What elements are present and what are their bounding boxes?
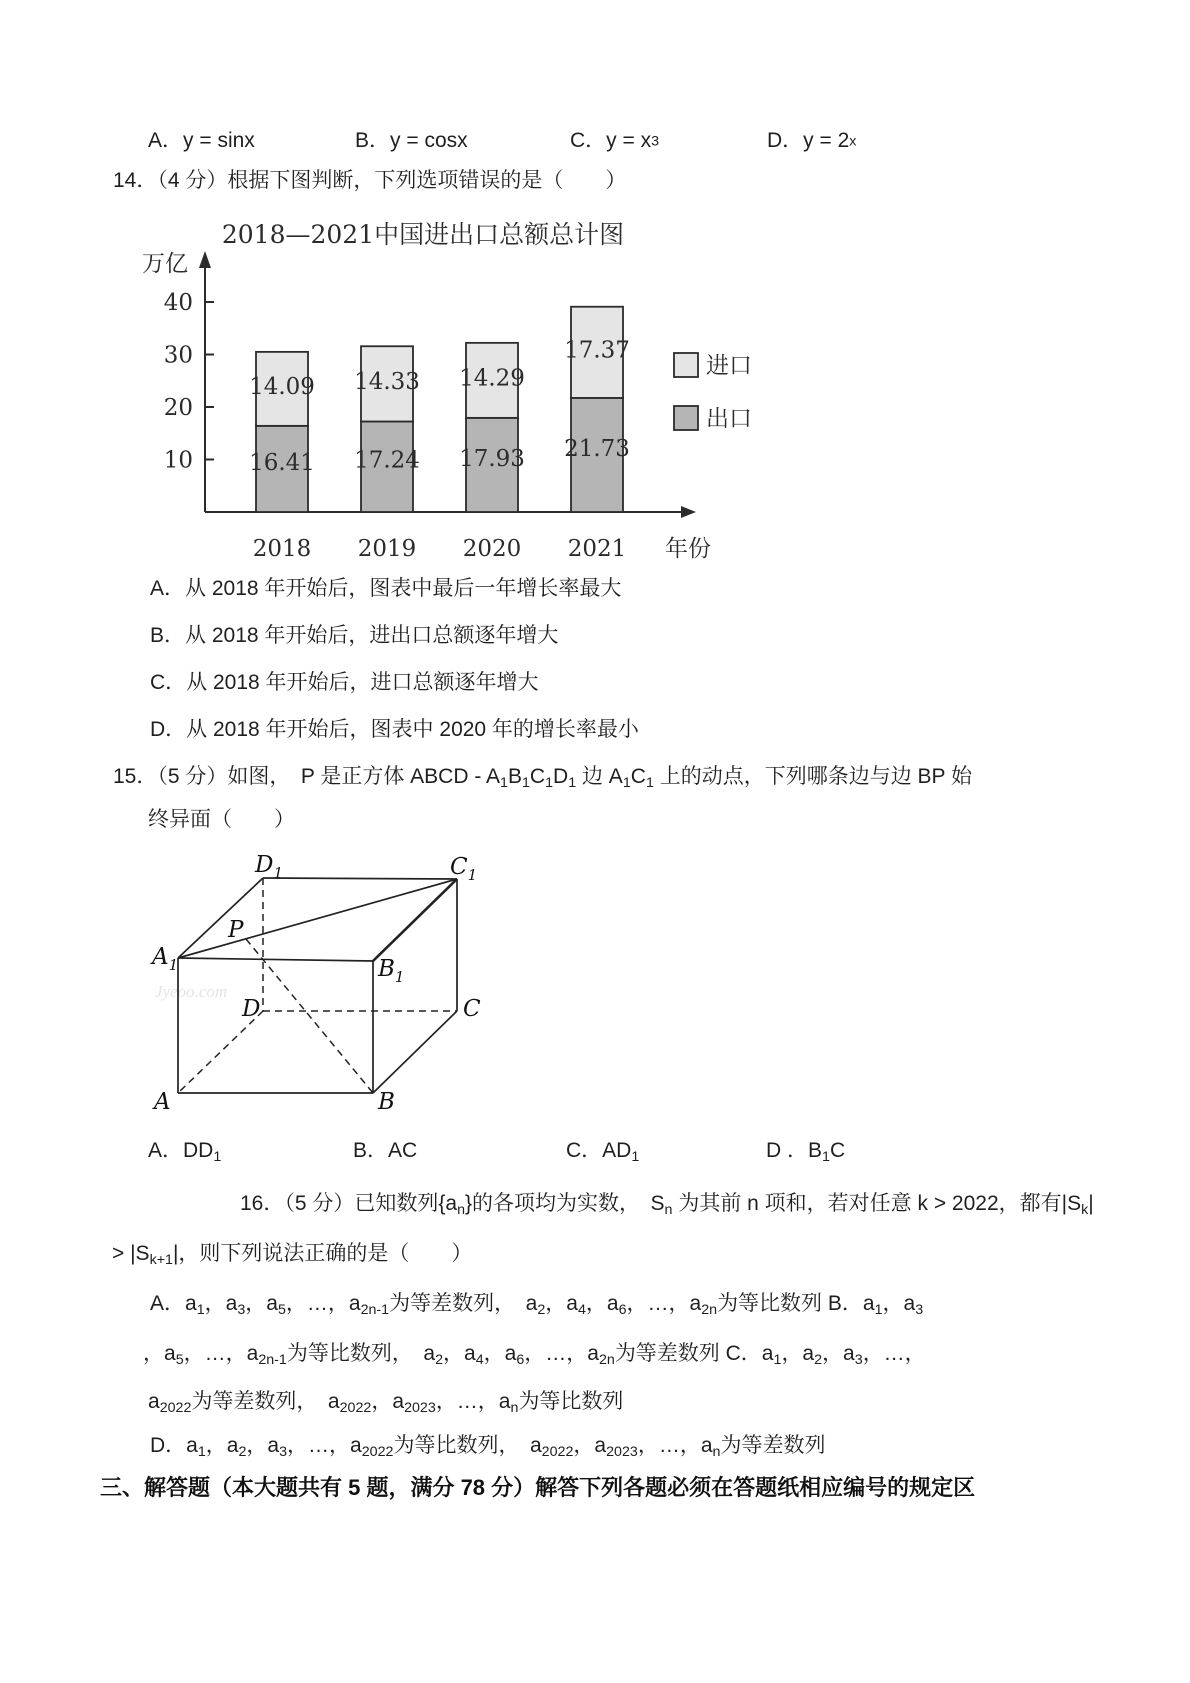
- q13-option-a: A．y = sinx: [148, 129, 255, 152]
- q15-stem-line2: 终异面（ ）: [148, 808, 295, 831]
- chart-x-axis-label: 年份: [665, 536, 711, 562]
- chart-category-label: 2021: [567, 536, 627, 562]
- chart-export-value-label: 17.24: [354, 447, 420, 474]
- q15-option-b: B．AC: [353, 1139, 418, 1162]
- chart-y-unit-label: 万亿: [142, 251, 188, 277]
- vertex-label-a: A: [154, 1089, 171, 1115]
- vertex-label-c1: $C_1$: [450, 854, 478, 884]
- q15-option-d: D ．$B_1C$: [766, 1139, 846, 1165]
- q14-option-d: D．从 2018 年开始后，图表中 2020 年的增长率最小: [150, 718, 639, 741]
- chart-export-value-label: 17.93: [459, 445, 525, 472]
- chart-x-axis-arrow: [681, 506, 696, 518]
- q15-option-a: A．$DD_1$: [148, 1139, 222, 1165]
- cube-edge-d1c1: [263, 878, 457, 879]
- chart-export-value-label: 21.73: [564, 435, 630, 462]
- chart-legend-swatch: [674, 353, 698, 377]
- section3-heading: 三、解答题（本大题共有 5 题，满分 78 分）解答下列各题必须在答题纸相应编号的规定区: [100, 1475, 976, 1500]
- chart-export-value-label: 16.41: [249, 449, 315, 476]
- q16-option-b-continuation: ，$a_5$，…，$a_{2n-1}$为等比数列， $a_2$，$a_4$，$a_6$，…，$a_{2n}$为等差数列 C．$a_1$，$a_2$，$a_3$，…，: [143, 1342, 926, 1368]
- chart-legend-label: 出口: [706, 406, 752, 432]
- q15-option-c: C．$AD_1$: [566, 1139, 640, 1165]
- chart-title: 2018—2021中国进出口总额总计图: [221, 220, 625, 249]
- cube-figure: [140, 845, 500, 1135]
- vertex-label-a1: $A_1$: [152, 944, 179, 974]
- q16-option-a: A．$a_1$，$a_3$，$a_5$，…，$a_{2n-1}$为等差数列， $a_2$，$a_4$，$a_6$，…，$a_{2n}$为等比数列 B．$a_1$，$a_3$: [150, 1292, 924, 1318]
- chart-category-label: 2018: [252, 536, 312, 562]
- vertex-label-d1: $D_1$: [255, 852, 283, 882]
- q16-option-d: D．$a_1$，$a_2$，$a_3$，…，$a_{2022}$为等比数列， $a_{2022}$，$a_{2023}$，…，$a_n$为等差数列: [150, 1434, 826, 1460]
- q14-option-b: B．从 2018 年开始后，进出口总额逐年增大: [150, 624, 559, 647]
- chart-legend-swatch: [674, 406, 698, 430]
- chart-y-tick-label: 30: [163, 342, 193, 369]
- chart-import-value-label: 14.29: [459, 365, 525, 392]
- q16-option-c-continuation: $a_{2022}$为等差数列， $a_{2022}$，$a_{2023}$，…，$a_n$为等比数列: [148, 1390, 624, 1416]
- chart-y-tick-label: 20: [163, 395, 193, 421]
- vertex-label-c: C: [463, 996, 481, 1022]
- q13-option-b: B．y = cosx: [355, 129, 468, 152]
- cube-segment-pb-dashed: [246, 939, 373, 1093]
- q14-option-c: C．从 2018 年开始后，进口总额逐年增大: [150, 671, 539, 694]
- cube-edge-da-dashed: [178, 1011, 263, 1093]
- chart-y-axis-arrow: [199, 251, 211, 268]
- q16-stem-line2: > $|S_{k+1}|$，则下列说法正确的是（ ）: [112, 1242, 473, 1268]
- vertex-label-p: P: [228, 917, 244, 943]
- vertex-label-d: D: [242, 996, 261, 1022]
- chart-y-tick-label: 40: [163, 290, 193, 316]
- q14-option-a: A．从 2018 年开始后，图表中最后一年增长率最大: [150, 577, 622, 600]
- q16-stem-line1: 16．（5 分）已知数列$\{a_n\}$的各项均为实数， $S_n$ 为其前 n 项和，若对任意 k > 2022，都有$|S_k|$: [240, 1192, 1094, 1218]
- chart-y-tick-label: 10: [163, 447, 193, 474]
- q13-option-c: C．$y = x^3$: [570, 129, 660, 152]
- q14-stem: 14．（4 分）根据下图判断，下列选项错误的是（ ）: [113, 169, 627, 192]
- chart-import-value-label: 17.37: [564, 337, 630, 364]
- cube-edge-bc: [373, 1011, 457, 1093]
- cube-edge-a1b1: [178, 958, 373, 961]
- q15-stem-line1: 15．（5 分）如图， P 是正方体 ABCD - $A_1B_1C_1D_1$ 边 $A_1C_1$ 上的动点，下列哪条边与边 BP 始: [113, 765, 973, 791]
- q13-option-d: D．$y = 2^x$: [767, 129, 857, 152]
- chart-category-label: 2020: [462, 536, 522, 562]
- vertex-label-b: B: [378, 1089, 395, 1115]
- chart-import-value-label: 14.33: [354, 368, 420, 395]
- vertex-label-b1: $B_1$: [378, 956, 405, 986]
- chart-import-value-label: 14.09: [249, 373, 315, 400]
- chart-figure: [130, 205, 790, 585]
- chart-category-label: 2019: [357, 536, 417, 562]
- chart-legend-label: 进口: [706, 353, 752, 379]
- watermark: Jyeoo.com: [155, 982, 228, 1001]
